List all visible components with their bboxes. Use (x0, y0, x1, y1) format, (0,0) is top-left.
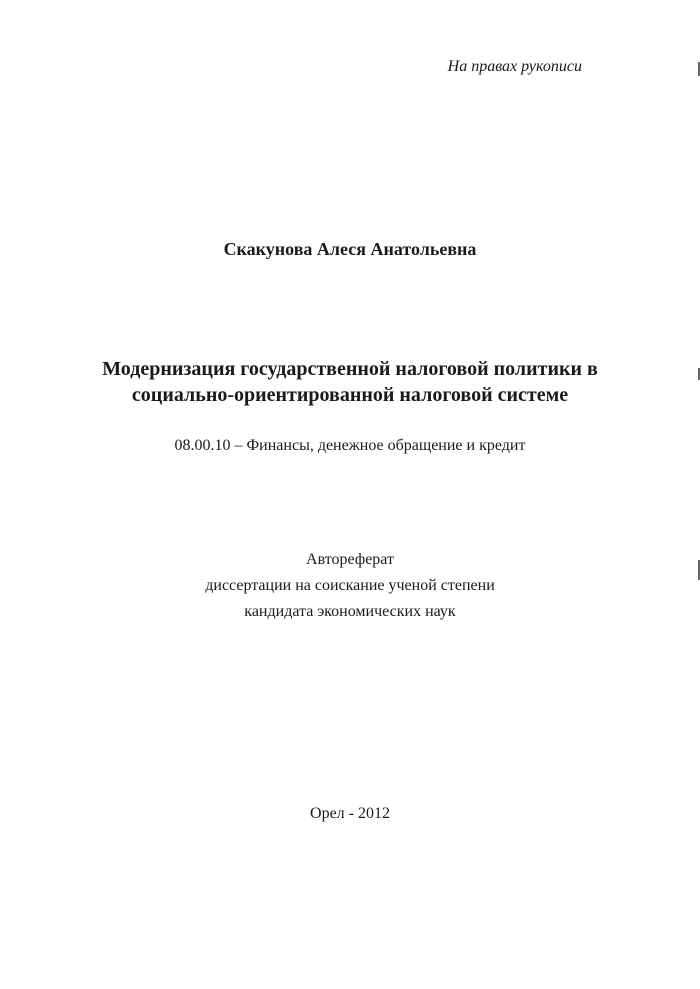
abstract-line-2: диссертации на соискание ученой степени (205, 577, 495, 594)
abstract-line-3: кандидата экономических наук (244, 603, 456, 620)
abstract-description (0, 547, 700, 625)
title-line-1: Модернизация государственной налоговой политики в (102, 358, 598, 380)
rights-note: На правах рукописи (447, 58, 582, 75)
abstract-line-1: Автореферат (306, 551, 394, 568)
city-year: Орел - 2012 (310, 805, 390, 822)
title-line-2: социально-ориентированной налоговой системе (131, 384, 569, 406)
specialty-code: 08.00.10 – Финансы, денежное обращение и кредит (174, 437, 526, 454)
dissertation-title (0, 356, 700, 408)
author-name: Скакунова Алеся Анатольевна (223, 239, 477, 259)
